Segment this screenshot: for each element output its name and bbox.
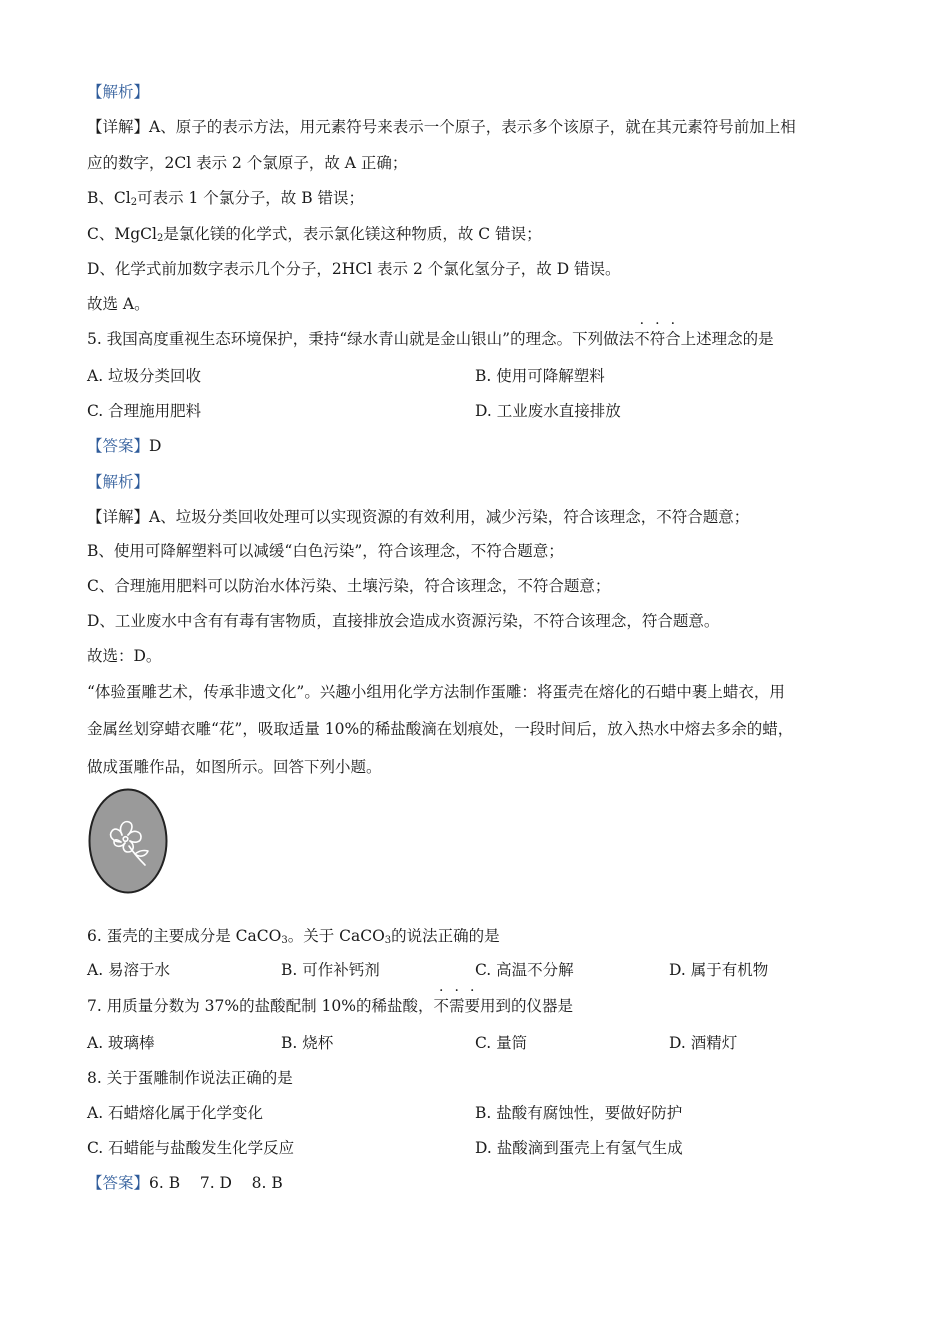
q7-option-a: A. 玻璃棒 [87,1034,155,1052]
detail-b: B、$Cl_2$可表示 1 个氯分子，故 B 错误； [87,189,365,208]
detail-d: D、化学式前加数字表示几个分子，2HCl 表示 2 个氯化氢分子，故 D 错误。 [87,260,621,278]
q8-stem: 8. 关于蛋雕制作说法正确的是 [87,1069,293,1087]
q7-option-c: C. 量筒 [475,1034,528,1052]
q5-option-a: A. 垃圾分类回收 [87,367,202,385]
q7-option-d: D. 酒精灯 [669,1034,738,1052]
analysis-label: 【解析】 [87,83,150,101]
q6-option-b: B. 可作补钙剂 [281,961,380,979]
detail-line-2: 应的数字，2Cl 表示 2 个氯原子，故 A 正确； [87,154,408,172]
q6-stem: 6. 蛋壳的主要成分是 CaCO$_3$。关于 CaCO$_3$的说法正确的是 [87,927,500,946]
q5-detail-c: C、合理施用肥料可以防治水体污染、土壤污染，符合该理念，不符合题意； [87,577,611,595]
q8-option-a: A. 石蜡熔化属于化学变化 [87,1104,264,1122]
q5-choose: 故选：D。 [87,647,162,665]
q8-option-b: B. 盐酸有腐蚀性，要做好防护 [475,1104,683,1122]
egg-outline [90,790,167,893]
q5-answer: 【答案】D [87,437,162,455]
detail-c: C、MgCl$_2$是氯化镁的化学式，表示氯化镁这种物质，故 C 错误； [87,225,542,244]
intro-line-3: 做成蛋雕作品，如图所示。回答下列小题。 [87,758,382,776]
q7-option-b: B. 烧杯 [281,1034,334,1052]
q5-detail-a: 【详解】A、垃圾分类回收处理可以实现资源的有效利用，减少污染，符合该理念，不符合题意； [87,508,750,526]
choose-answer: 故选 A。 [87,295,150,313]
q5-stem: 5. 我国高度重视生态环境保护，秉持“绿水青山就是金山银山”的理念。下列做法不符合上述理念的是 [87,330,774,348]
detail-line-1: 【详解】A、原子的表示方法，用元素符号来表示一个原子，表示多个该原子，就在其元素符号前加上相 [87,118,796,136]
answers-line: 【答案】6. B 7. D 8. B [87,1174,283,1192]
q5-analysis-label: 【解析】 [87,473,150,491]
q7-stem: 7. 用质量分数为 37%的盐酸配制 10%的稀盐酸，不需要用到的仪器是 [87,997,574,1015]
egg-carving-figure [88,788,168,894]
intro-line-1: “体验蛋雕艺术，传承非遗文化”。兴趣小组用化学方法制作蛋雕：将蛋壳在熔化的石蜡中裹上蜡衣，用 [87,683,785,701]
q8-option-d: D. 盐酸滴到蛋壳上有氢气生成 [475,1139,683,1157]
q6-option-c: C. 高温不分解 [475,961,574,979]
q5-detail-b: B、使用可降解塑料可以减缓“白色污染”，符合该理念，不符合题意； [87,542,564,560]
q5-option-d: D. 工业废水直接排放 [475,402,621,420]
q6-option-d: D. 属于有机物 [669,961,769,979]
intro-line-2: 金属丝划穿蜡衣雕“花”，吸取适量 10%的稀盐酸滴在划痕处，一段时间后，放入热水中熔去多余的蜡， [87,720,794,738]
q5-detail-d: D、工业废水中含有有毒有害物质，直接排放会造成水资源污染，不符合该理念，符合题意。 [87,612,720,630]
q6-option-a: A. 易溶于水 [87,961,171,979]
q5-option-b: B. 使用可降解塑料 [475,367,605,385]
q5-option-c: C. 合理施用肥料 [87,402,202,420]
q8-option-c: C. 石蜡能与盐酸发生化学反应 [87,1139,295,1157]
